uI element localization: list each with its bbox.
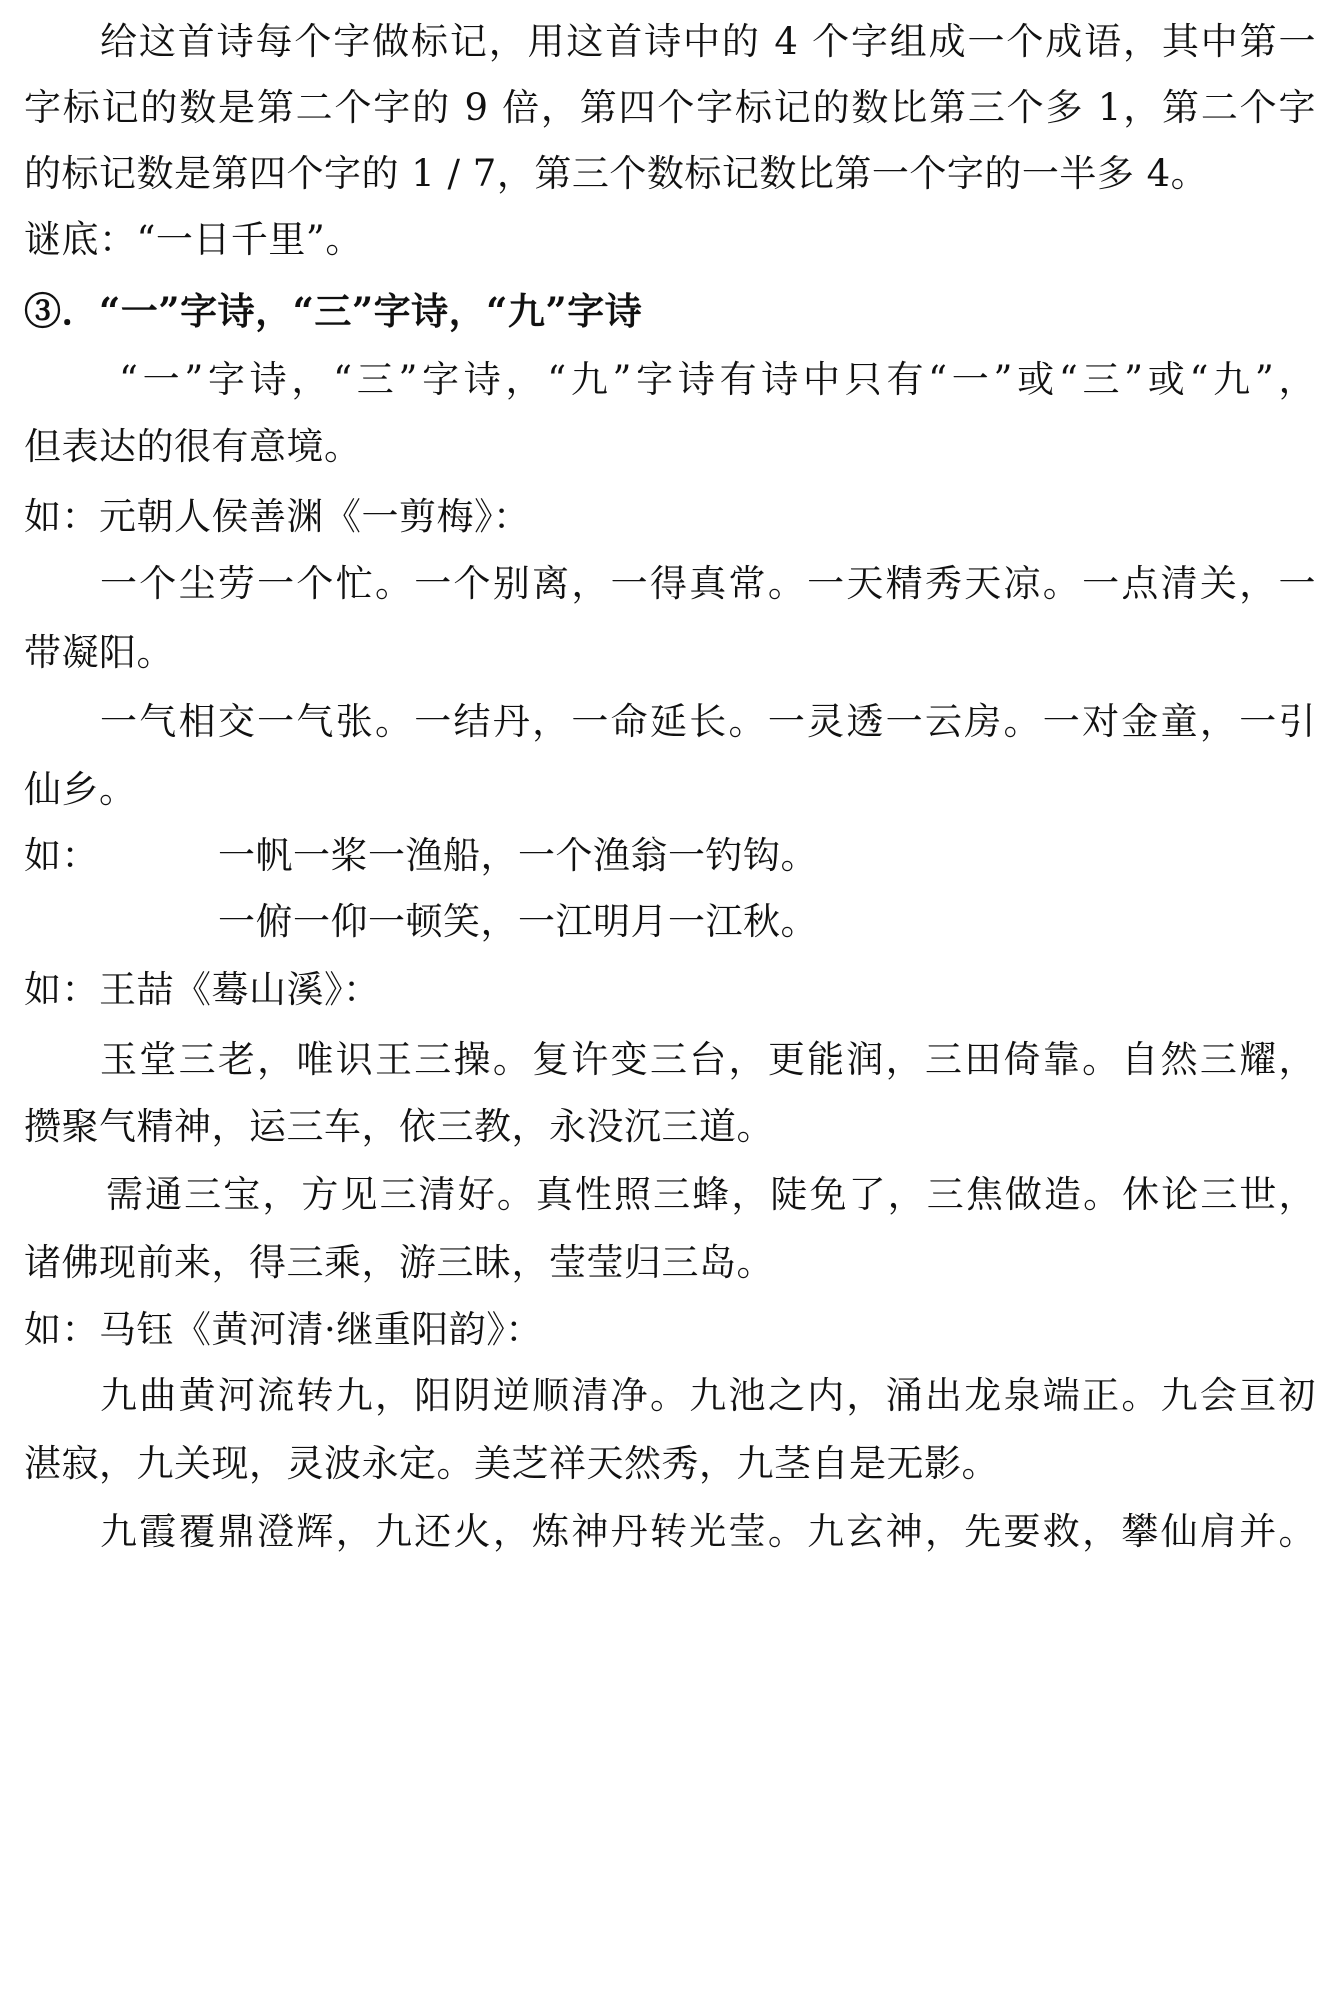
riddle-answer: 谜底：“一日千里”。	[24, 218, 363, 261]
poem3-line-1: 玉堂三老，唯识王三操。复许变三台，更能润，三田倚靠。自然三耀，	[100, 1038, 1316, 1081]
poem4-line-3: 九霞覆鼎澄辉，九还火，炼神丹转光莹。九玄神，先要救，攀仙肩并。	[100, 1510, 1316, 1553]
paragraph-line-2: 字标记的数是第二个字的 9 倍，第四个字标记的数比第三个多 1，第二个字	[24, 86, 1316, 129]
poem2-line-1: 一帆一桨一渔船，一个渔翁一钓钩。	[218, 834, 818, 877]
example-label-3: 如：王喆《蓦山溪》：	[24, 968, 381, 1011]
poem1-line-3: 一气相交一气张。一结丹，一命延长。一灵透一云房。一对金童，一引	[100, 700, 1316, 743]
example-label-1: 如：元朝人侯善渊《一剪梅》：	[24, 495, 531, 538]
poem1-line-4: 仙乡。	[24, 768, 137, 811]
poem2-line-2: 一俯一仰一顿笑，一江明月一江秋。	[218, 900, 818, 943]
poem1-line-1: 一个尘劳一个忙。一个别离，一得真常。一天精秀天凉。一点清关，一	[100, 562, 1316, 605]
poem4-line-1: 九曲黄河流转九，阳阴逆顺清净。九池之内，涌出龙泉端正。九会亘初	[100, 1374, 1316, 1417]
poem4-line-2: 湛寂，九关现，灵波永定。美芝祥天然秀，九茎自是无影。	[24, 1442, 999, 1485]
intro-line-1: “一”字诗，“三”字诗，“九”字诗有诗中只有“一”或“三”或“九”，	[119, 358, 1316, 401]
paragraph-line-1: 给这首诗每个字做标记，用这首诗中的 4 个字组成一个成语，其中第一	[100, 20, 1316, 63]
poem3-line-2: 攒聚气精神，运三车，依三教，永没沉三道。	[24, 1105, 774, 1148]
poem3-line-3: 需通三宝，方见三清好。真性照三蜂，陡免了，三焦做造。休论三世，	[106, 1173, 1316, 1216]
poem3-line-4: 诸佛现前来，得三乘，游三昧，莹莹归三岛。	[24, 1241, 774, 1284]
intro-line-2: 但表达的很有意境。	[24, 425, 362, 468]
example-label-2: 如：	[24, 834, 99, 877]
section-heading: ③．“一”字诗，“三”字诗，“九”字诗	[24, 289, 643, 333]
paragraph-line-3: 的标记数是第四个字的 1 / 7，第三个数标记数比第一个字的一半多 4。	[24, 152, 1209, 195]
poem1-line-2: 带凝阳。	[24, 631, 174, 674]
example-label-4: 如：马钰《黄河清·继重阳韵》：	[24, 1308, 543, 1351]
